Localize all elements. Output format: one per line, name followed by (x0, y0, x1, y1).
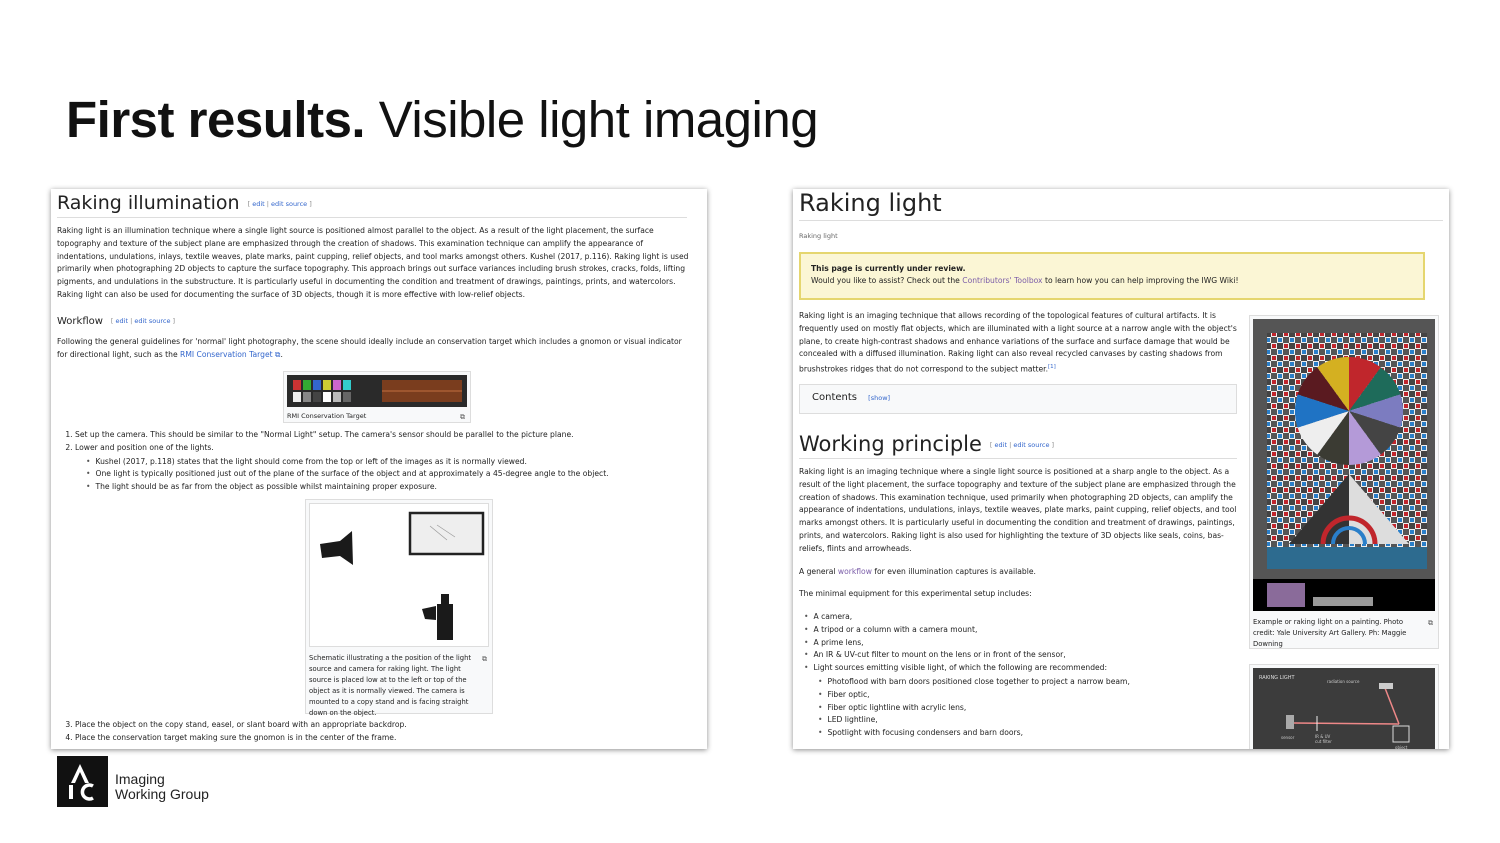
target-patch (303, 392, 311, 402)
notice-title: This page is currently under review. (811, 264, 966, 273)
reference-link[interactable]: [1] (1047, 364, 1056, 371)
workflow-heading: Workflow [ edit | edit source ] (57, 316, 176, 327)
light-item: • Spotlight with focusing condensers and barn doors, (827, 727, 1253, 740)
substep-item: • One light is typically positioned just out of the plane of the surface of the object and at approximately a 45-degree angle to the object. (95, 468, 707, 481)
equipment-item: • A camera, (813, 611, 1253, 624)
page-title: Raking light (799, 189, 1443, 221)
edit-link[interactable]: edit (252, 199, 265, 208)
equipment-item: • A tripod or a column with a camera mount, (813, 624, 1253, 637)
diagram-object-label: object (1395, 745, 1408, 749)
diagram-filter-label: IR & UV cut filter (1315, 734, 1332, 744)
target-patch (323, 392, 331, 402)
heading-text: Raking illumination (57, 192, 240, 214)
breadcrumb: Raking light (799, 232, 838, 240)
schematic-image (309, 503, 489, 647)
target-patch (343, 392, 351, 402)
raking-light-painting-image (1253, 319, 1435, 611)
steps-list (75, 429, 707, 494)
contributors-toolbox-link[interactable]: Contributors' Toolbox (962, 276, 1043, 285)
camera-shape (437, 604, 453, 640)
equipment-text: Light sources emitting visible light, of which the following are recommended: (813, 663, 1108, 673)
substep-item: • The light should be as far from the object as possible whilst maintaining proper exposure. (95, 481, 707, 494)
raking-illumination-screenshot (51, 189, 707, 749)
target-patch (313, 392, 321, 402)
steps-list-continued (75, 719, 707, 745)
step-item: 1. Set up the camera. This should be similar to the "Normal Light" setup. The camera's sensor should be parallel to the picture plane. (75, 429, 707, 442)
show-contents-toggle[interactable]: [show] (868, 394, 891, 402)
raking-light-screenshot (793, 189, 1449, 749)
substep-item: • Kushel (2017, p.118) states that the light should come from the top or left of the images as it is normally viewed. (95, 456, 707, 469)
step-item: 4. Place the conservation target making sure the gnomon is in the center of the frame. (75, 732, 707, 745)
object-shape (410, 513, 483, 554)
target-patch (333, 380, 341, 390)
enlarge-icon[interactable]: ⧉ (482, 655, 487, 663)
light-item: • Fiber optic, (827, 689, 1253, 702)
diagram-source-label: radiation source (1327, 679, 1360, 684)
diagram-sensor-label: sensor (1281, 735, 1295, 740)
rmi-target-link[interactable]: RMI Conservation Target (180, 349, 273, 359)
table-of-contents (799, 384, 1237, 414)
diagram-thumbnail[interactable] (1249, 664, 1439, 749)
workflow-link[interactable]: workflow (837, 567, 872, 576)
conservation-target-image (287, 375, 467, 407)
slide-title (66, 90, 818, 149)
title-rest: Visible light imaging (365, 91, 819, 148)
edit-source-link[interactable]: edit source (271, 199, 308, 208)
logo-line-2: Working Group (115, 786, 209, 802)
target-patch (323, 380, 331, 390)
edit-links: [ edit | edit source ] (247, 199, 312, 208)
equipment-intro: The minimal equipment for this experimental setup includes: (799, 589, 1032, 598)
target-patch (293, 380, 301, 390)
workflow-paragraph (799, 566, 1239, 579)
light-item: • Fiber optic lightline with acrylic lens, (827, 702, 1253, 715)
light-item: • LED lightline, (827, 714, 1253, 727)
schematic-thumbnail[interactable] (305, 499, 493, 717)
enlarge-icon[interactable]: ⧉ (1428, 619, 1433, 627)
intro-paragraph: Raking light is an illumination technique where a single light source is positioned almost parallel to the object. As a result of the light placement, the surface topography and texture of the subject plane are emphasized through the creation of shadows. This examination technique can amplify the appearance of indentations, undulations, inlays, textile weaves, plate marks, paint cupping, relief objects, and tool marks amongst others. Kushel (2017, p.116). Raking light is used primarily when photographing 2D objects to capture the surface topography. This approach brings out surface variances including brush strokes, cracks, folds, lifting pigments, and undulations in the substructure. It is particularly useful in documenting the condition and treatment of drawings, paintings, prints, and watercolors. Raking light can also be used for documenting the surface of 3D objects, though it is more effective with low-relief objects. (57, 226, 689, 299)
target-patch (343, 380, 351, 390)
notice-pre: Would you like to assist? Check out the (811, 276, 963, 285)
notice-text (811, 275, 1413, 287)
enlarge-icon[interactable]: ⧉ (460, 413, 465, 421)
schematic-caption: Schematic illustrating a the position of the light source and camera for raking light. The light source is placed low at to the left or top of the object as it is normally viewed. The camera is mounted to a copy stand and is facing straight down on the object. (309, 654, 472, 717)
target-thumbnail[interactable] (283, 371, 471, 423)
light-source-shape (320, 531, 353, 565)
principle-paragraph: Raking light is an imaging technique where a single light source is positioned at a sharp angle to the object. As a result of the light placement, the surface topography and texture of the subject plane are emphasized through the creation of shadows. This examination technique, used primarily when photographing 2D objects, can amplify the appearance of indentations, undulations, inlays, textile weaves, plate marks, paint cupping, relief objects, and tool marks amongst others. It is particularly useful in documenting the condition and treatment of drawings, paintings, prints, and watercolors. Raking light is also used for highlighting the texture of 3D objects like seals, coins, bas-reliefs, flints and arrowheads. (799, 467, 1237, 553)
title-bold: First results. (66, 91, 366, 148)
step-text: Lower and position one of the lights. (75, 442, 214, 452)
edit-source-link[interactable]: edit source (1013, 441, 1050, 449)
equipment-list (813, 611, 1253, 740)
contents-label: Contents (812, 392, 857, 403)
target-patch (303, 380, 311, 390)
raking-light-diagram (1253, 668, 1435, 749)
logo-text (115, 772, 209, 802)
review-notice (799, 252, 1425, 300)
target-patch (293, 392, 301, 402)
section-heading (57, 192, 687, 218)
workflow-paragraph: Following the general guidelines for 'normal' light photography, the scene should ideally include an conservation target which includes a gnomon or visual indicator for directional light, such as the RMI Conservation Target ⧉. (57, 337, 682, 359)
workflow-pre: A general (799, 567, 838, 576)
edit-link[interactable]: edit (994, 441, 1007, 449)
step-item: 3. Place the object on the copy stand, easel, or slant board with an appropriate backdrop. (75, 719, 707, 732)
step-item (75, 442, 707, 494)
working-principle-heading: Working principle [ edit | edit source ] (799, 432, 1237, 459)
section-title: Working principle (799, 432, 982, 456)
workflow-title: Workflow (57, 316, 103, 327)
edit-link[interactable]: edit (115, 317, 129, 325)
workflow-post: for even illumination captures is available. (871, 567, 1036, 576)
light-item: • Photoflood with barn doors positioned close together to project a narrow beam, (827, 676, 1253, 689)
workflow-text: Following the general guidelines for 'normal' light photography, the scene should ideally include an conservation target which includes a gnomon or visual indicator for directional light, such as the (57, 337, 682, 359)
target-patch (313, 380, 321, 390)
aic-logo (57, 756, 108, 807)
intro-text: Raking light is an imaging technique that allows recording of the topological features of cultural artifacts. It is frequently used on mostly flat objects, which are illuminated with a light source at a narrow angle with the object's plane, to create high-contrast shadows and enhance variations of the surface and surface damage that would be concealed with a diffused illumination. Raking light can also reveal recycled canvases by casting shadows from brushstrokes ridges that do not correspond to the subject matter. (799, 311, 1237, 374)
target-caption: RMI Conservation Target (287, 412, 367, 420)
diagram-title: RAKING LIGHT (1259, 675, 1295, 681)
target-patch (333, 392, 341, 402)
equipment-item: • A prime lens, (813, 637, 1253, 650)
logo-line-1: Imaging (115, 771, 165, 787)
intro-paragraph (799, 310, 1239, 377)
equipment-item: • An IR & UV-cut filter to mount on the lens or in front of the sensor, (813, 649, 1253, 662)
equipment-item (813, 662, 1253, 740)
notice-post: to learn how you can help improving the IWG Wiki! (1042, 276, 1239, 285)
painting-thumbnail[interactable] (1249, 315, 1439, 649)
painting-caption: Example or raking light on a painting. Photo credit: Yale University Art Gallery. Ph: Maggie Downing (1253, 618, 1407, 648)
edit-source-link[interactable]: edit source (134, 317, 171, 325)
